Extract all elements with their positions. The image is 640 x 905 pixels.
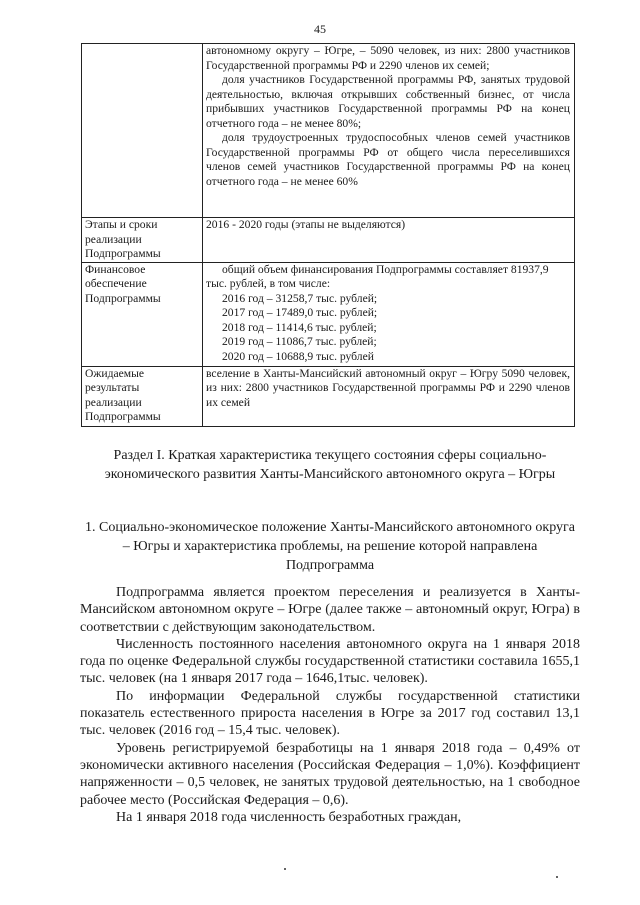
section-title: Раздел I. Краткая характеристика текущего состояния сферы социально-экономического развития Ханты-Мансийского автономного округа – Югры xyxy=(104,448,556,482)
scan-speck xyxy=(284,868,286,870)
scan-speck xyxy=(556,876,558,878)
finance-year-line: 2018 год – 11414,6 тыс. рублей; xyxy=(222,320,377,334)
table-row xyxy=(82,262,575,366)
paragraph: Уровень регистрируемой безработицы на 1 января 2018 года – 0,49% от экономически активного населения (Российская Федерация – 1,0%). Коэффициент напряженности – 0,5 человек, не занятых трудовой деятельностью, на 1 свободное рабочее место (Российская Федерация – 0,6). xyxy=(80,740,580,808)
paragraph: Численность постоянного населения автономного округа на 1 января 2018 года по оценке Федеральной службы государственной статистики составила 1655,1 тыс. человек (на 1 января 2017 года – 1646,1тыс. человек). xyxy=(80,636,580,687)
subprogram-passport-table xyxy=(81,43,575,427)
subsection-title: 1. Социально-экономическое положение Ханты-Мансийского автономного округа – Югры и характеристика проблемы, на решение которой направлена Подпрограмма xyxy=(84,520,575,573)
table-cell-targets xyxy=(203,44,575,218)
row-value-finance xyxy=(203,262,575,366)
finance-year-line: 2019 год – 11086,7 тыс. рублей; xyxy=(222,335,377,348)
row-label-results: Ожидаемые результаты реализации Подпрограммы xyxy=(82,366,203,426)
body-text xyxy=(80,584,580,826)
table-row xyxy=(82,218,575,263)
finance-year-line: 2020 год – 10688,9 тыс. рублей xyxy=(222,349,374,363)
finance-intro: общий объем финансирования Подпрограммы составляет 81937,9 тыс. рублей, в том числе: xyxy=(206,262,549,290)
row-value-stages: 2016 - 2020 годы (этапы не выделяются) xyxy=(203,218,575,263)
row-value-results: вселение в Ханты-Мансийский автономный округ – Югру 5090 человек, из них: 2800 участников Государственной программы РФ и 2290 членов их семей xyxy=(203,366,575,426)
paragraph: По информации Федеральной службы государственной статистики показатель естественного прироста населения в Югре за 2017 год составил 13,1 тыс. человек (2016 год – 15,4 тыс. человек). xyxy=(80,688,580,739)
target-text: доля участников Государственной программы РФ, занятых трудовой деятельностью, включая открывших собственный бизнес, от числа прибывших участников Государственной программы РФ на конец отчетного года – не менее 80%; xyxy=(206,73,570,130)
table-row xyxy=(82,366,575,426)
row-label-finance: Финансовое обеспечение Подпрограммы xyxy=(82,262,203,366)
finance-year-line: 2016 год – 31258,7 тыс. рублей; xyxy=(222,291,378,305)
page-number: 45 xyxy=(314,22,326,36)
table-row xyxy=(82,44,575,218)
row-label-stages: Этапы и сроки реализации Подпрограммы xyxy=(82,218,203,263)
paragraph: Подпрограмма является проектом переселения и реализуется в Ханты-Мансийском автономном округе – Югре (далее также – автономный округ, Югра) в соответствии с действующим законодательством. xyxy=(80,585,580,635)
target-text: автономному округу – Югре, – 5090 человек, из них: 2800 участников Государственной программы РФ и 2290 членов их семей; xyxy=(206,44,570,72)
finance-year-line: 2017 год – 17489,0 тыс. рублей; xyxy=(222,306,378,319)
target-text: доля трудоустроенных трудоспособных членов семей участников Государственной программы РФ от общего числа переселившихся членов семей участников Государственной программы РФ на конец отчетного года – не менее 60% xyxy=(206,131,570,188)
paragraph: На 1 января 2018 года численность безработных граждан, xyxy=(116,809,462,825)
table-cell-empty xyxy=(82,44,203,218)
